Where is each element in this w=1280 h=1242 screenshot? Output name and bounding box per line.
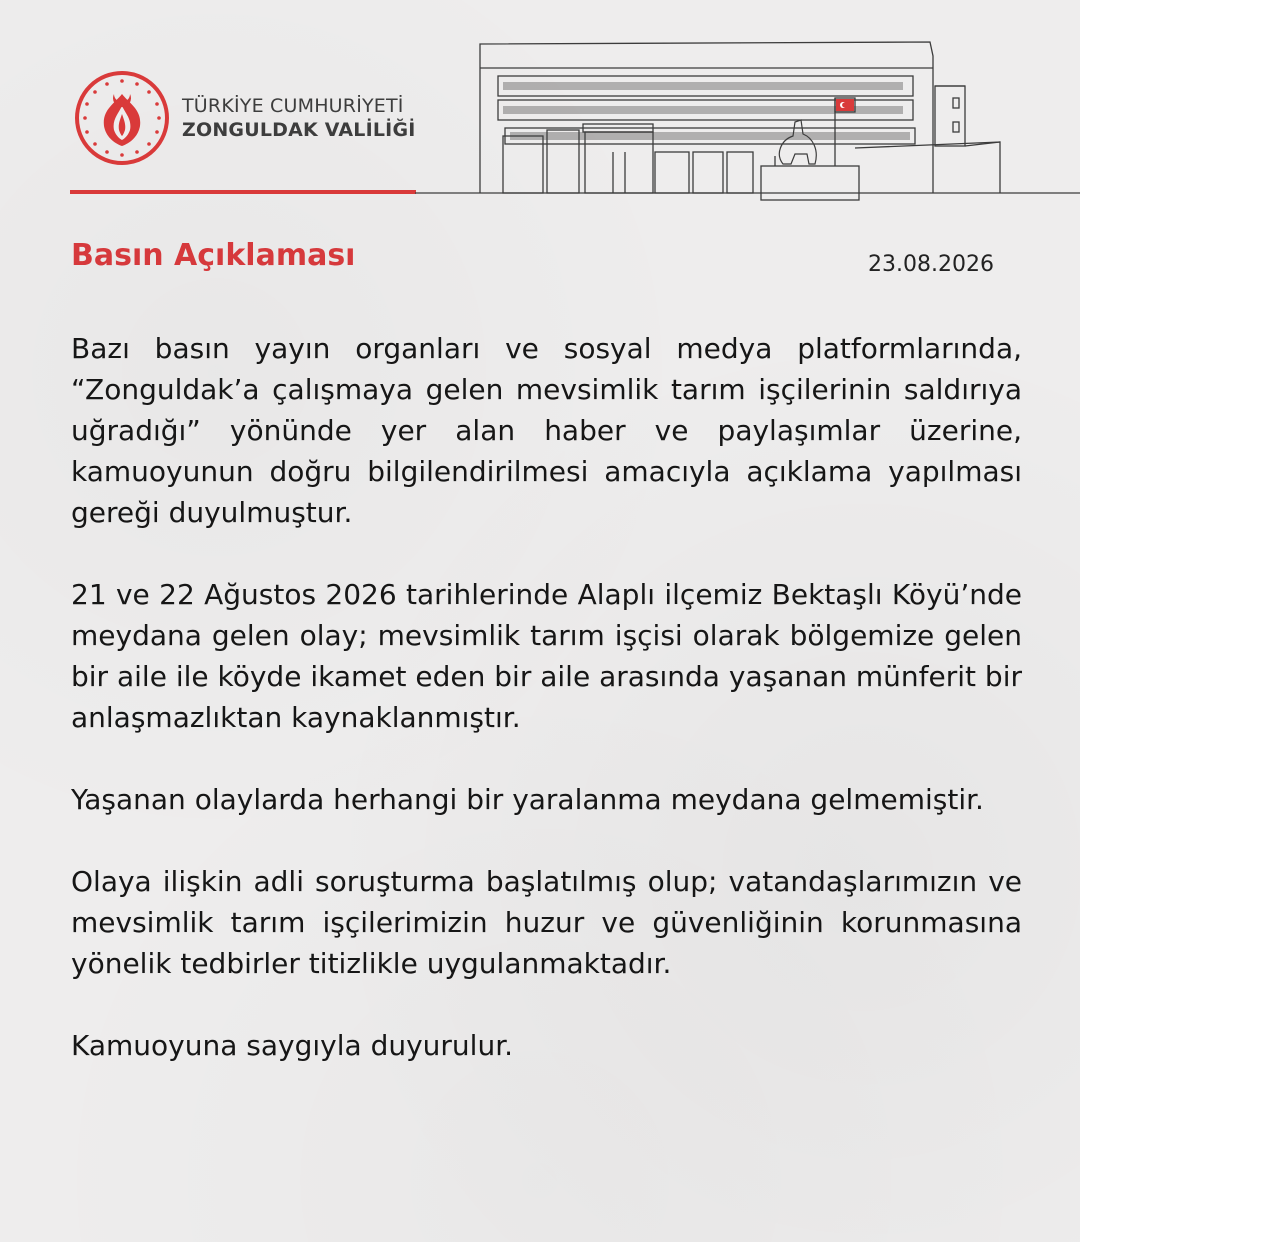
header-accent-line [70,190,416,194]
document-body [71,328,1022,1107]
paragraph: 21 ve 22 Ağustos 2026 tarihlerinde Alaplı ilçemiz Bektaşlı Köyü’nde meydana gelen olay; mevsimlik tarım işçisi olarak bölgemize gelen bir aile ile köyde ikamet eden bir aile arasında yaşanan münferit bir anlaşmazlıktan kaynaklanmıştır. [71,578,1022,734]
org-name [182,94,416,142]
governorship-building-illustration [415,36,1080,206]
org-line-2: ZONGULDAK VALİLİĞİ [182,119,416,141]
paragraph: Bazı basın yayın organları ve sosyal medya platformlarında, “Zonguldak’a çalışmaya gelen mevsimlik tarım işçilerinin saldırıya uğradığı” yönünde yer alan haber ve paylaşımlar üzerine, kamuoyunun doğru bilgilendirilmesi amacıyla açıklama yapılması gereği duyulmuştur. [71,332,1022,529]
paragraph: Olaya ilişkin adli soruşturma başlatılmış olup; vatandaşlarımızın ve mevsimlik tarım işçilerimizin huzur ve güvenliğinin korunmasına yönelik tedbirler titizlikle uygulanmaktadır. [71,865,1022,980]
page-title: Basın Açıklaması [71,238,356,273]
document-date: 23.08.2026 [868,252,994,277]
paragraph: Kamuoyuna saygıyla duyurulur. [71,1029,514,1062]
crescent-flame-emblem-icon [74,70,170,166]
org-line-1: TÜRKİYE CUMHURİYETİ [182,95,404,117]
paragraph: Yaşanan olaylarda herhangi bir yaralanma meydana gelmemiştir. [71,783,984,816]
